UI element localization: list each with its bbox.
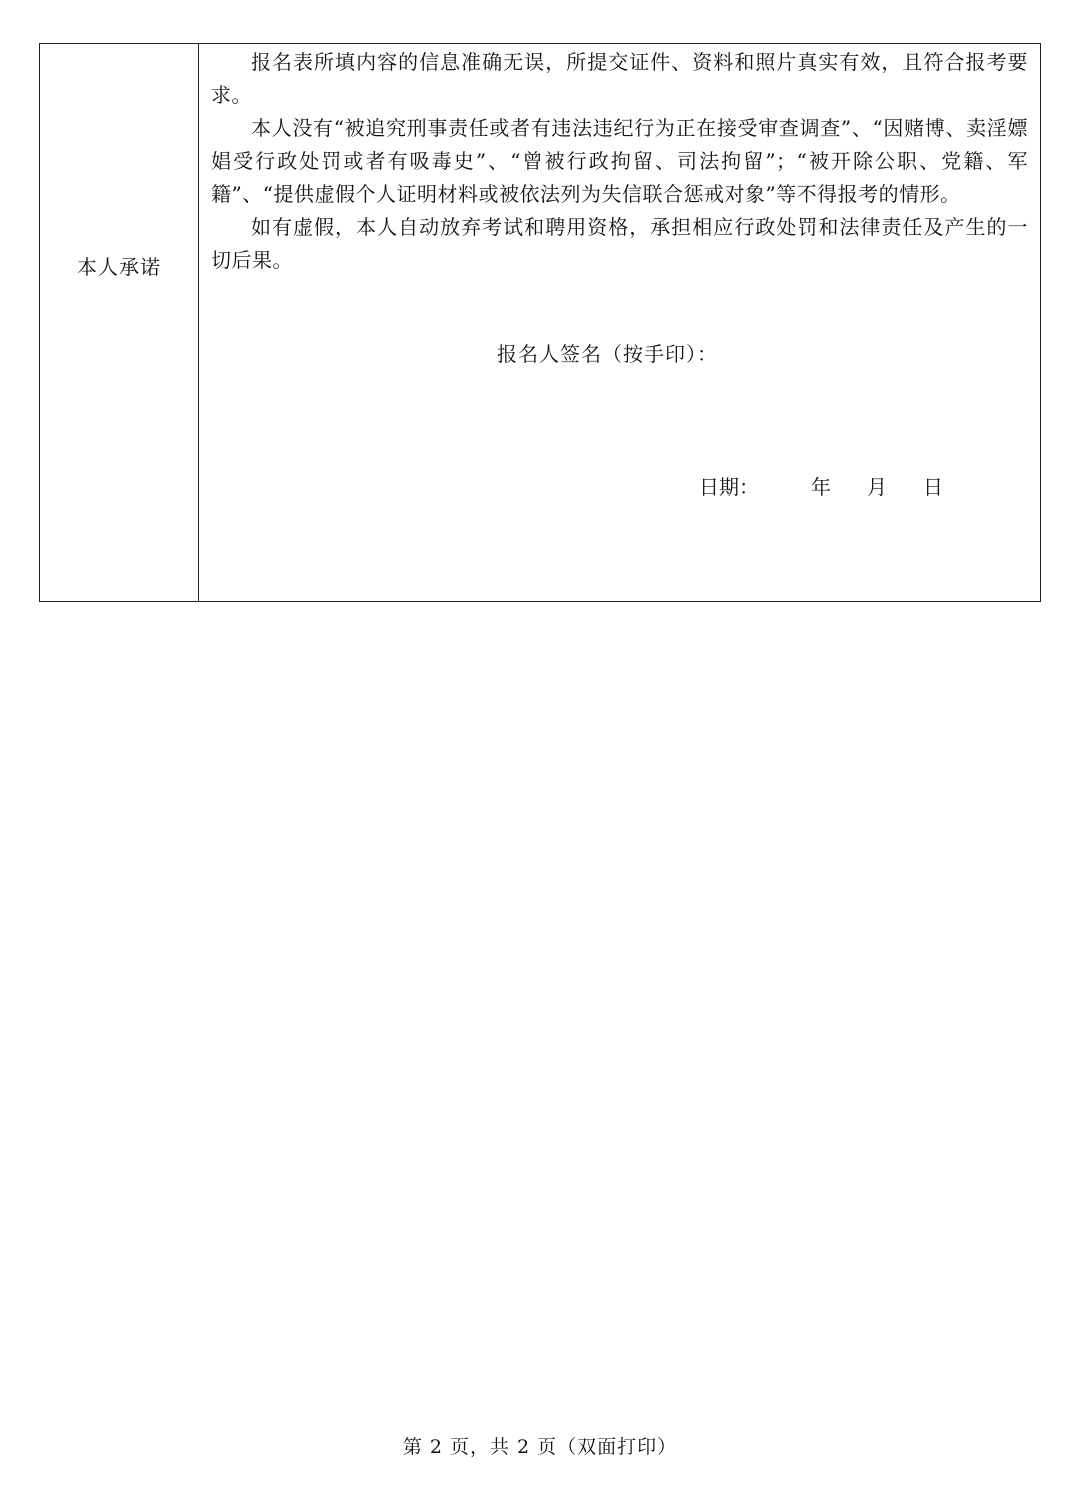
date-day-label: 日 — [923, 475, 943, 499]
date-year-label: 年 — [811, 475, 831, 499]
pledge-paragraph-3: 如有虚假，本人自动放弃考试和聘用资格，承担相应行政处罚和法律责任及产生的一切后果。 — [211, 215, 1028, 272]
date-month-label: 月 — [867, 475, 887, 499]
date-label: 日期： — [699, 475, 759, 499]
pledge-table — [39, 43, 1041, 602]
pledge-label-cell — [40, 44, 199, 601]
pledge-paragraph-2: 本人没有“被追究刑事责任或者有违法违纪行为正在接受审查调查”、“因赌博、卖淫嫖娼受行政处罚或者有吸毒史”、“曾被行政拘留、司法拘留”；“被开除公职、党籍、军籍”、“提供虚假个人证明材料或被依法列为失信联合惩戒对象”等不得报考的情形。 — [211, 116, 1028, 206]
pledge-paragraph-1: 报名表所填内容的信息准确无误，所提交证件、资料和照片真实有效，且符合报考要求。 — [211, 50, 1028, 107]
pledge-label: 本人承诺 — [77, 255, 161, 279]
signature-label: 报名人签名（按手印）： — [497, 342, 718, 366]
date-row — [699, 471, 943, 500]
pledge-content-cell — [199, 44, 1040, 601]
page-footer: 第 2 页，共 2 页（双面打印） — [402, 1436, 678, 1458]
